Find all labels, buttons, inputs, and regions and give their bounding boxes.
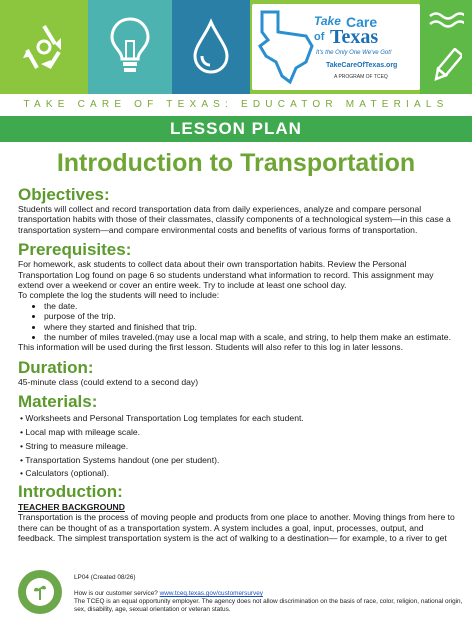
prerequisites-intro: To complete the log the students will need to include: <box>18 290 220 301</box>
list-item: • Calculators (optional). <box>20 468 458 478</box>
list-item: • the date. <box>44 301 458 311</box>
deco-panel <box>420 0 472 94</box>
water-drop-icon <box>191 18 231 76</box>
list-item: • Transportation Systems handout (one per student). <box>20 455 458 465</box>
teacher-background-subheading: TEACHER BACKGROUND <box>18 502 125 513</box>
logo-url: TakeCareOfTexas.org <box>326 62 398 69</box>
duration-text: 45-minute class (could extend to a second day) <box>18 376 199 387</box>
customer-survey-line <box>74 590 263 597</box>
introduction-text: Transportation is the process of moving people and products from one place to another. Moving things from here to there can be thought of as a transportation system. A system includes a goal, input, processes, output, and feedback. The simplest transportation system is the act of walking to a destination— for example, to a river to get <box>18 512 455 544</box>
survey-link[interactable]: www.tceq.texas.gov/customersurvey <box>159 590 263 597</box>
water-waves-icon <box>428 10 464 37</box>
page-title: Introduction to Transportation <box>56 149 416 177</box>
materials-heading: Materials: <box>18 392 98 412</box>
list-item: • the number of miles traveled.(may use a local map with a scale, and string, to help them make an estimate. <box>44 332 458 342</box>
recycle-icon <box>15 18 73 76</box>
equal-opportunity-statement: The TCEQ is an equal opportunity employer. The agency does not allow discrimination on the basis of race, color, religion, national origin, sex, disability, age, sexual orientation or veteran status. <box>74 598 463 613</box>
take-care-of-texas-logo <box>252 4 420 90</box>
logo-care: Care <box>346 14 378 30</box>
logo-tagline: It's the Only One We've Got! <box>316 50 392 56</box>
lesson-content <box>18 183 458 543</box>
duration-heading: Duration: <box>18 357 94 377</box>
introduction-heading: Introduction: <box>18 482 123 502</box>
tceq-seal-icon <box>18 570 62 614</box>
list-item: • purpose of the trip. <box>44 311 458 321</box>
survey-prefix: How is our customer service? <box>74 590 160 597</box>
lightbulb-icon <box>108 15 152 79</box>
water-drop-panel <box>172 0 250 94</box>
list-item: • where they started and finished that trip. <box>44 322 458 332</box>
logo-texas: Texas <box>330 26 379 48</box>
prerequisites-text: For homework, ask students to collect data about their own transportation habits. Review the Personal Transportation Log found on page 6 so students understand what information to record. This assignment may extend over a weekend or cover an entire week. Try to include at least one school day. <box>18 259 434 291</box>
list-item: • String to measure mileage. <box>20 441 458 451</box>
lightbulb-panel <box>88 0 172 94</box>
recycle-panel <box>0 0 88 94</box>
list-item: • Local map with mileage scale. <box>20 427 458 437</box>
pencil-icon <box>432 48 462 89</box>
logo-of: of <box>314 31 325 43</box>
texas-shape-icon <box>256 6 316 86</box>
prerequisites-closing: This information will be used during the first lesson. Students will also refer to this log in later lessons. <box>18 342 403 353</box>
lesson-plan-bar: LESSON PLAN <box>0 116 472 142</box>
objectives-heading: Objectives: <box>18 185 110 204</box>
lesson-code: LP04 (Created 08/26) <box>74 574 136 581</box>
logo-take: Take <box>314 14 341 28</box>
footer <box>0 568 472 623</box>
materials-list <box>20 413 458 479</box>
objectives-text: Students will collect and record transportation data from daily experiences, analyze and compare personal transportation habits with those of their classmates, classify components of a technological system—in this case a transportation system—and compare environmental costs and benefits of various forms of transportation. <box>18 204 451 235</box>
list-item: • Worksheets and Personal Transportation Log templates for each student. <box>20 413 458 423</box>
prerequisites-heading: Prerequisites: <box>18 240 132 260</box>
educator-materials-line: TAKE CARE OF TEXAS: EDUCATOR MATERIALS <box>23 99 449 110</box>
prerequisites-list <box>44 301 458 343</box>
logo-program: A PROGRAM OF TCEQ <box>334 74 388 80</box>
